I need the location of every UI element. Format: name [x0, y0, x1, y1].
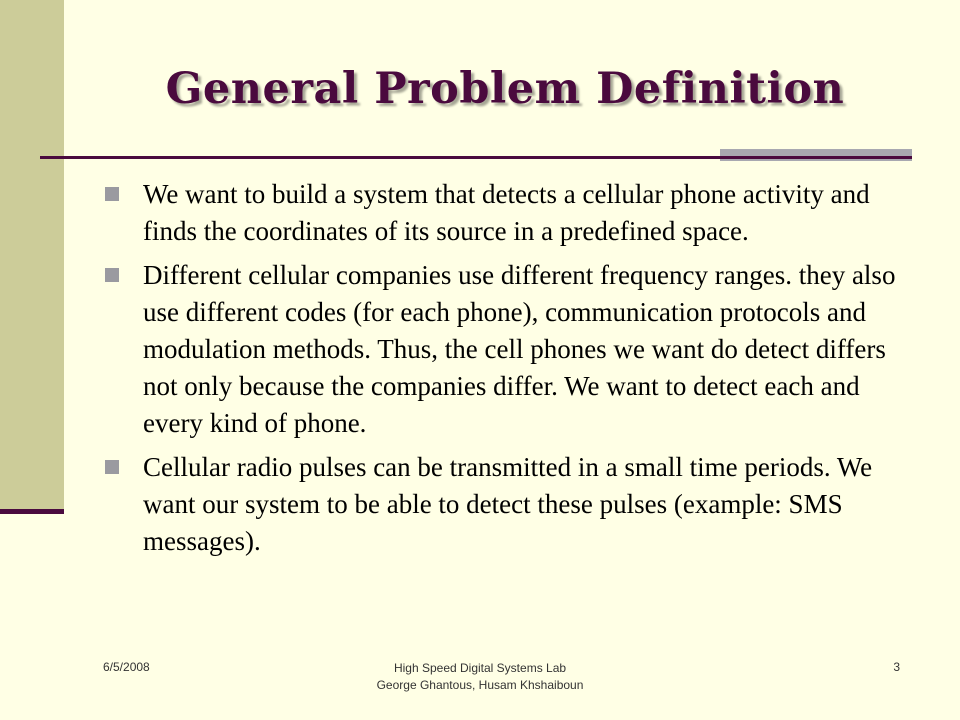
bullet-item: [105, 176, 905, 250]
page-number: 3: [893, 660, 900, 674]
title-rule: [40, 156, 912, 159]
bullet-item: [105, 449, 905, 560]
footer-authors: George Ghantous, Husam Khshaiboun: [376, 678, 584, 692]
slide-title: General Problem Definition: [165, 64, 845, 114]
bullet-text: We want to build a system that detects a cellular phone activity and finds the coordinates of its source in a predefined space.: [143, 179, 870, 246]
square-bullet-icon: [105, 268, 119, 282]
left-band-underline: [0, 509, 64, 514]
square-bullet-icon: [105, 460, 119, 474]
footer-date: 6/5/2008: [103, 660, 150, 674]
title-rule-accent: [720, 149, 912, 161]
bullet-text: Different cellular companies use different frequency ranges. they also use different codes (for each phone), communication protocols and modulation methods. Thus, the cell phones we want do detect differs not only because the companies differ. We want to detect each and every kind of phone.: [143, 260, 896, 438]
footer-lab-info: [330, 660, 630, 694]
left-accent-band: [0, 0, 64, 512]
square-bullet-icon: [105, 187, 119, 201]
footer-lab-name: High Speed Digital Systems Lab: [393, 661, 567, 675]
bullet-item: [105, 257, 905, 442]
bullet-list: [105, 176, 905, 567]
bullet-text: Cellular radio pulses can be transmitted in a small time periods. We want our system to be able to detect these pulses (example: SMS messages).: [143, 452, 873, 556]
